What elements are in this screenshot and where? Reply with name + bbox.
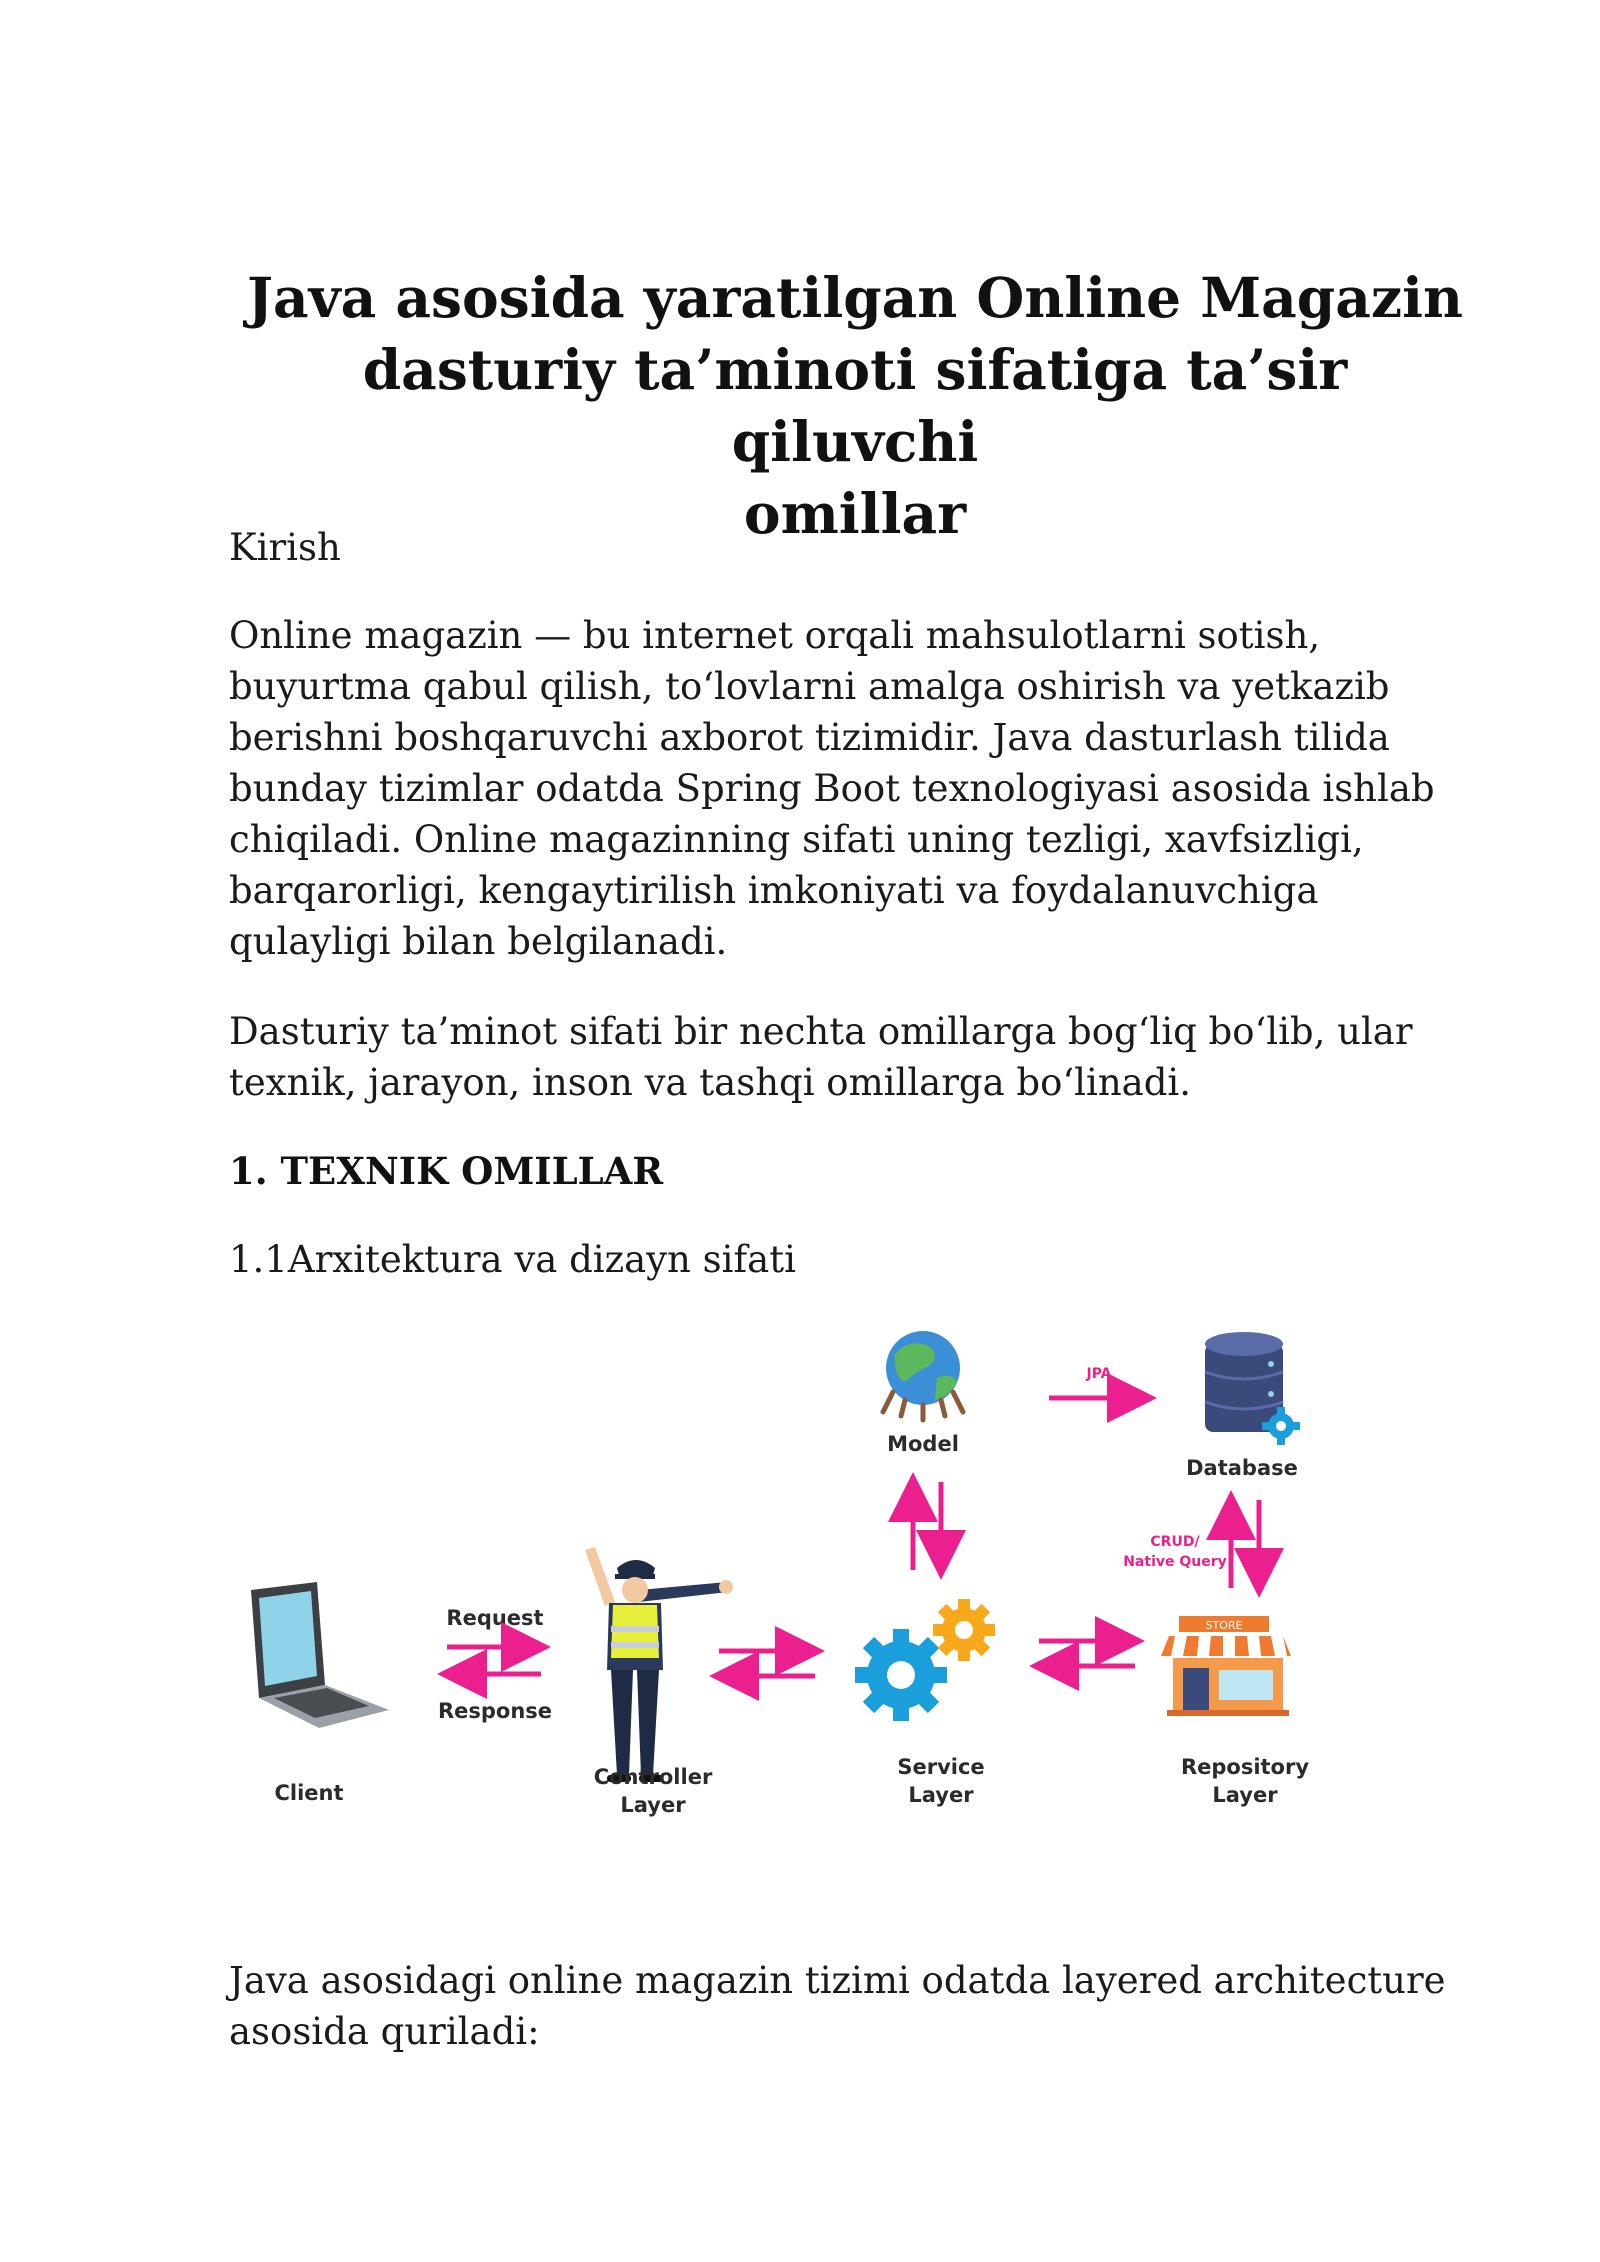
request-label: Request [446, 1606, 544, 1630]
response-label: Response [437, 1699, 553, 1723]
store-sign: STORE [1205, 1619, 1243, 1632]
laptop-icon [251, 1582, 389, 1728]
subsection-heading-architecture: 1.1Arxitektura va dizayn sifati [229, 1238, 796, 1281]
intro-heading: Kirish [229, 526, 341, 569]
crud-label-line-2: Native Query [1123, 1554, 1227, 1570]
repository-label-line-2: Layer [1212, 1783, 1278, 1807]
paragraph-1: Online magazin — bu internet orqali mahsulotlarni sotish, buyurtma qabul qilish, to‘lovlarni amalga oshirish va yetkazib berishni boshqaruvchi axborot tizimidir. Java dasturlash tilida bunday tizimlar odatda Spring Boot texnologiyasi asosida ishlab chiqiladi. Online magazinning sifati uning tezligi, xavfsizligi, barqarorligi, kengaytirilish imkoniyati va foydalanuvchiga qulayligi bilan belgilanadi. [229, 614, 1435, 963]
document-title [230, 262, 1480, 550]
database-icon [1205, 1332, 1300, 1445]
layered-architecture-diagram [229, 1320, 1329, 1840]
repository-label-line-1: Repository [1180, 1755, 1310, 1779]
globe-icon [883, 1331, 963, 1420]
section-heading-technical: 1. TEXNIK OMILLAR [229, 1149, 664, 1193]
controller-label-line-2: Layer [620, 1793, 686, 1817]
service-label-line-1: Service [897, 1755, 985, 1779]
client-label: Client [274, 1781, 344, 1805]
gears-icon [855, 1599, 995, 1721]
store-icon [1161, 1616, 1291, 1716]
title-line-2: dasturiy ta’minoti sifatiga ta’sir qiluvchi [362, 337, 1348, 474]
paragraph-2: Dasturiy ta’minot sifati bir nechta omillarga bog‘liq bo‘lib, ular texnik, jarayon, inson va tashqi omillarga bo‘linadi. [229, 1010, 1413, 1104]
database-label: Database [1186, 1456, 1298, 1480]
traffic-officer-icon [585, 1547, 733, 1782]
service-label-line-2: Layer [908, 1783, 974, 1807]
model-label: Model [887, 1432, 959, 1456]
crud-label-line-1: CRUD/ [1150, 1534, 1200, 1550]
title-line-3: omillar [743, 481, 967, 546]
title-line-1: Java asosida yaratilgan Online Magazin [247, 265, 1463, 330]
jpa-label: JPA [1086, 1366, 1112, 1382]
controller-label-line-1: Controller [593, 1765, 713, 1789]
paragraph-3: Java asosidagi online magazin tizimi odatda layered architecture asosida quriladi: [229, 1959, 1446, 2053]
